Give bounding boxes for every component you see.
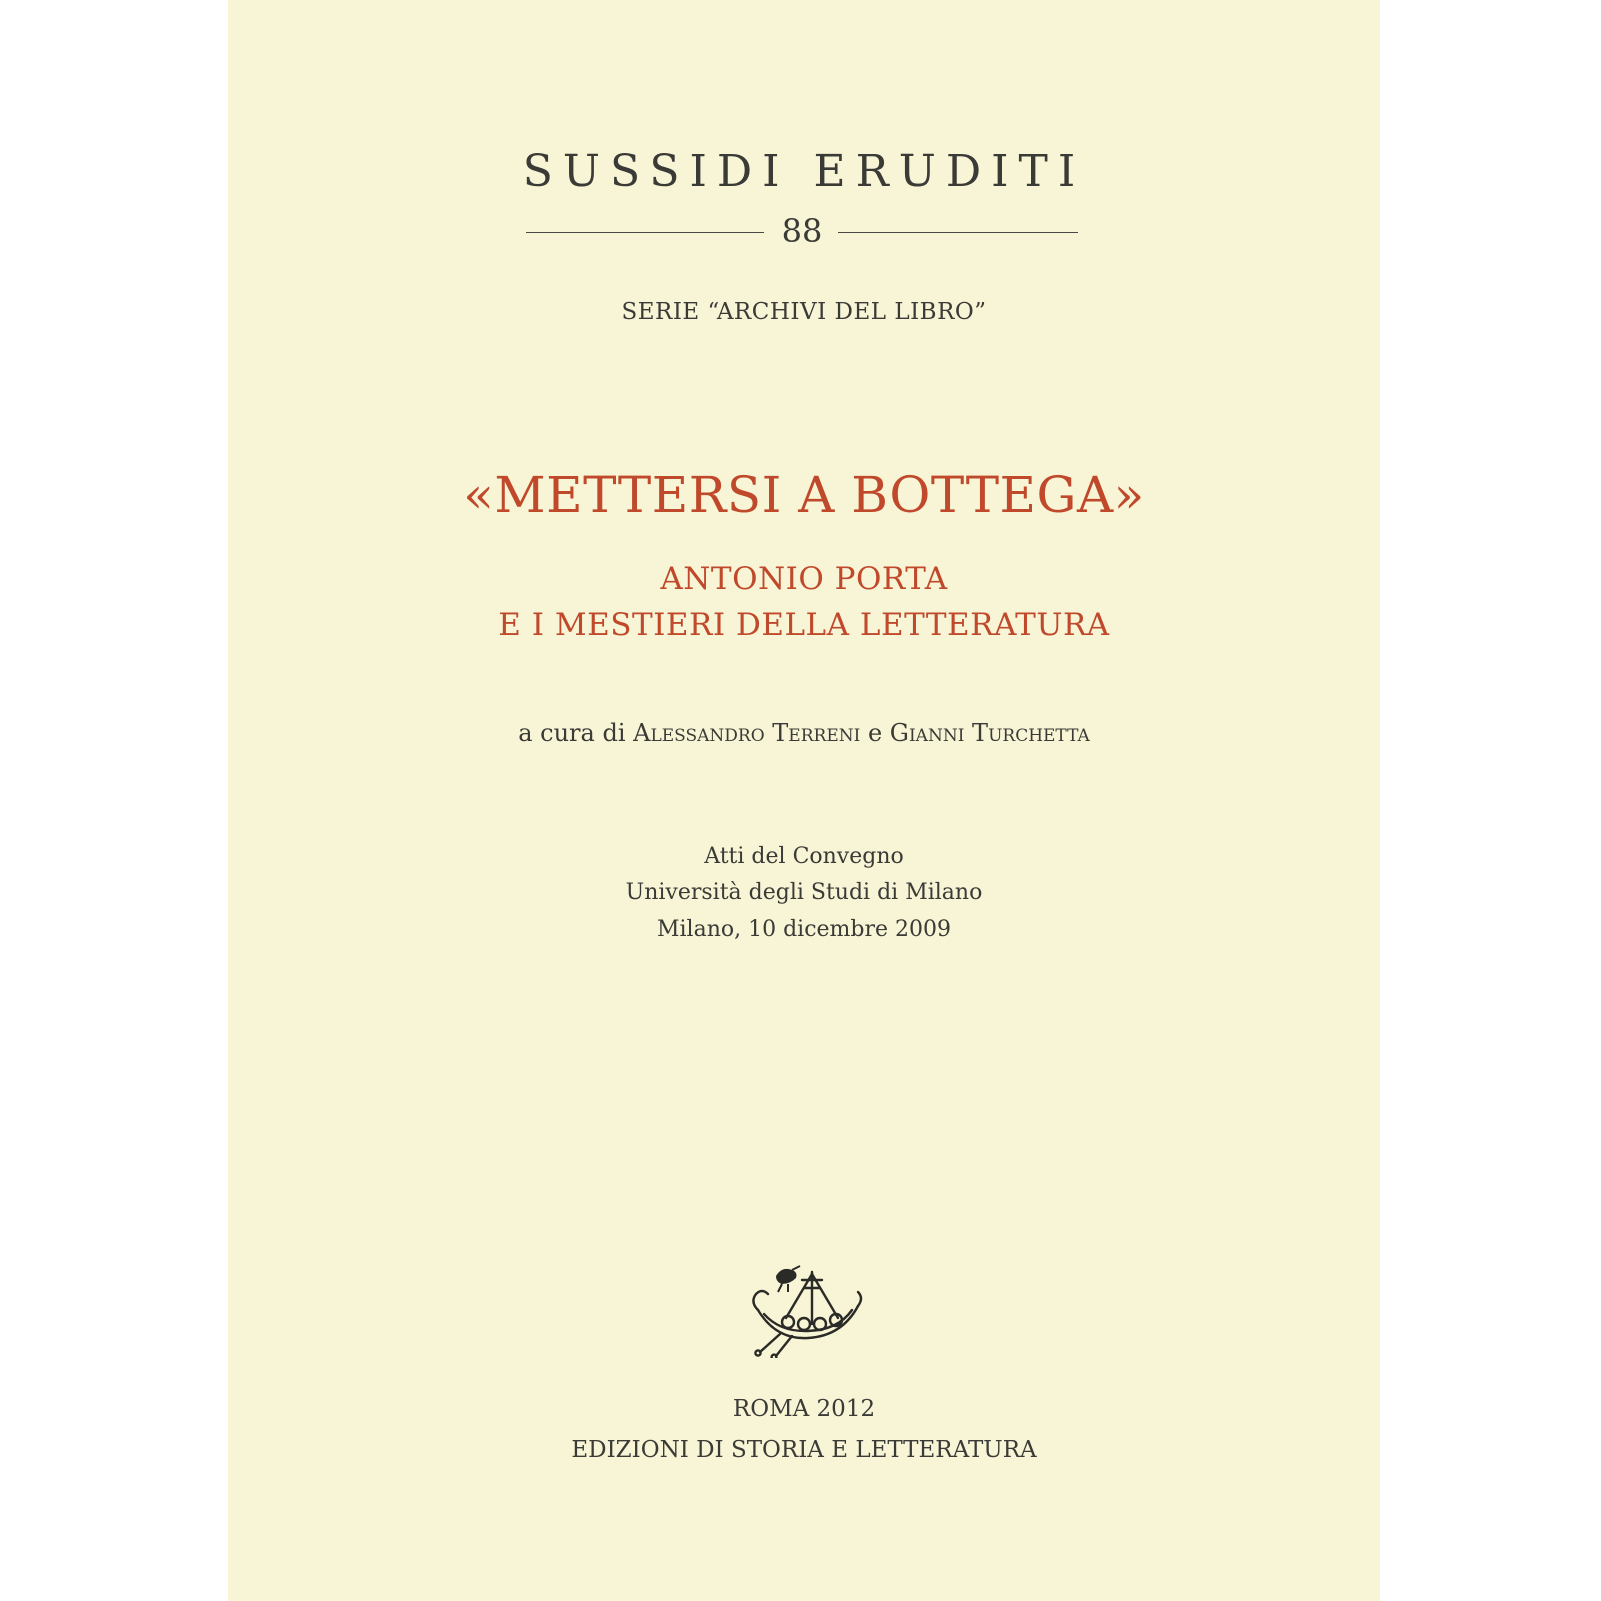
editors-conjunction: e [860, 719, 890, 747]
rule-right [838, 232, 1078, 233]
book-subtitle-line-2: E I MESTIERI DELLA LETTERATURA [498, 607, 1110, 643]
series-number: 88 [781, 212, 823, 250]
imprint-publisher: EDIZIONI DI STORIA E LETTERATURA [571, 1437, 1037, 1463]
editor-1: Alessandro Terreni [633, 719, 861, 747]
conference-line-3: Milano, 10 dicembre 2009 [656, 917, 952, 942]
editor-2: Gianni Turchetta [889, 719, 1090, 747]
editors-line [228, 719, 1380, 747]
series-number-row [526, 210, 1078, 254]
imprint-place-year: ROMA 2012 [732, 1396, 876, 1422]
book-title: «METTERSI A BOTTEGA» [463, 466, 1145, 524]
book-subtitle-line-1: ANTONIO PORTA [660, 561, 948, 597]
publisher-ship-emblem-icon [746, 1262, 866, 1358]
sub-series-line: SERIE “ARCHIVI DEL LIBRO” [621, 299, 987, 325]
book-cover [228, 0, 1380, 1601]
conference-line-1: Atti del Convegno [704, 844, 904, 869]
editors-prefix: a cura di [518, 719, 634, 747]
series-title: SUSSIDI ERUDITI [522, 146, 1086, 197]
conference-line-2: Università degli Studi di Milano [625, 880, 983, 905]
